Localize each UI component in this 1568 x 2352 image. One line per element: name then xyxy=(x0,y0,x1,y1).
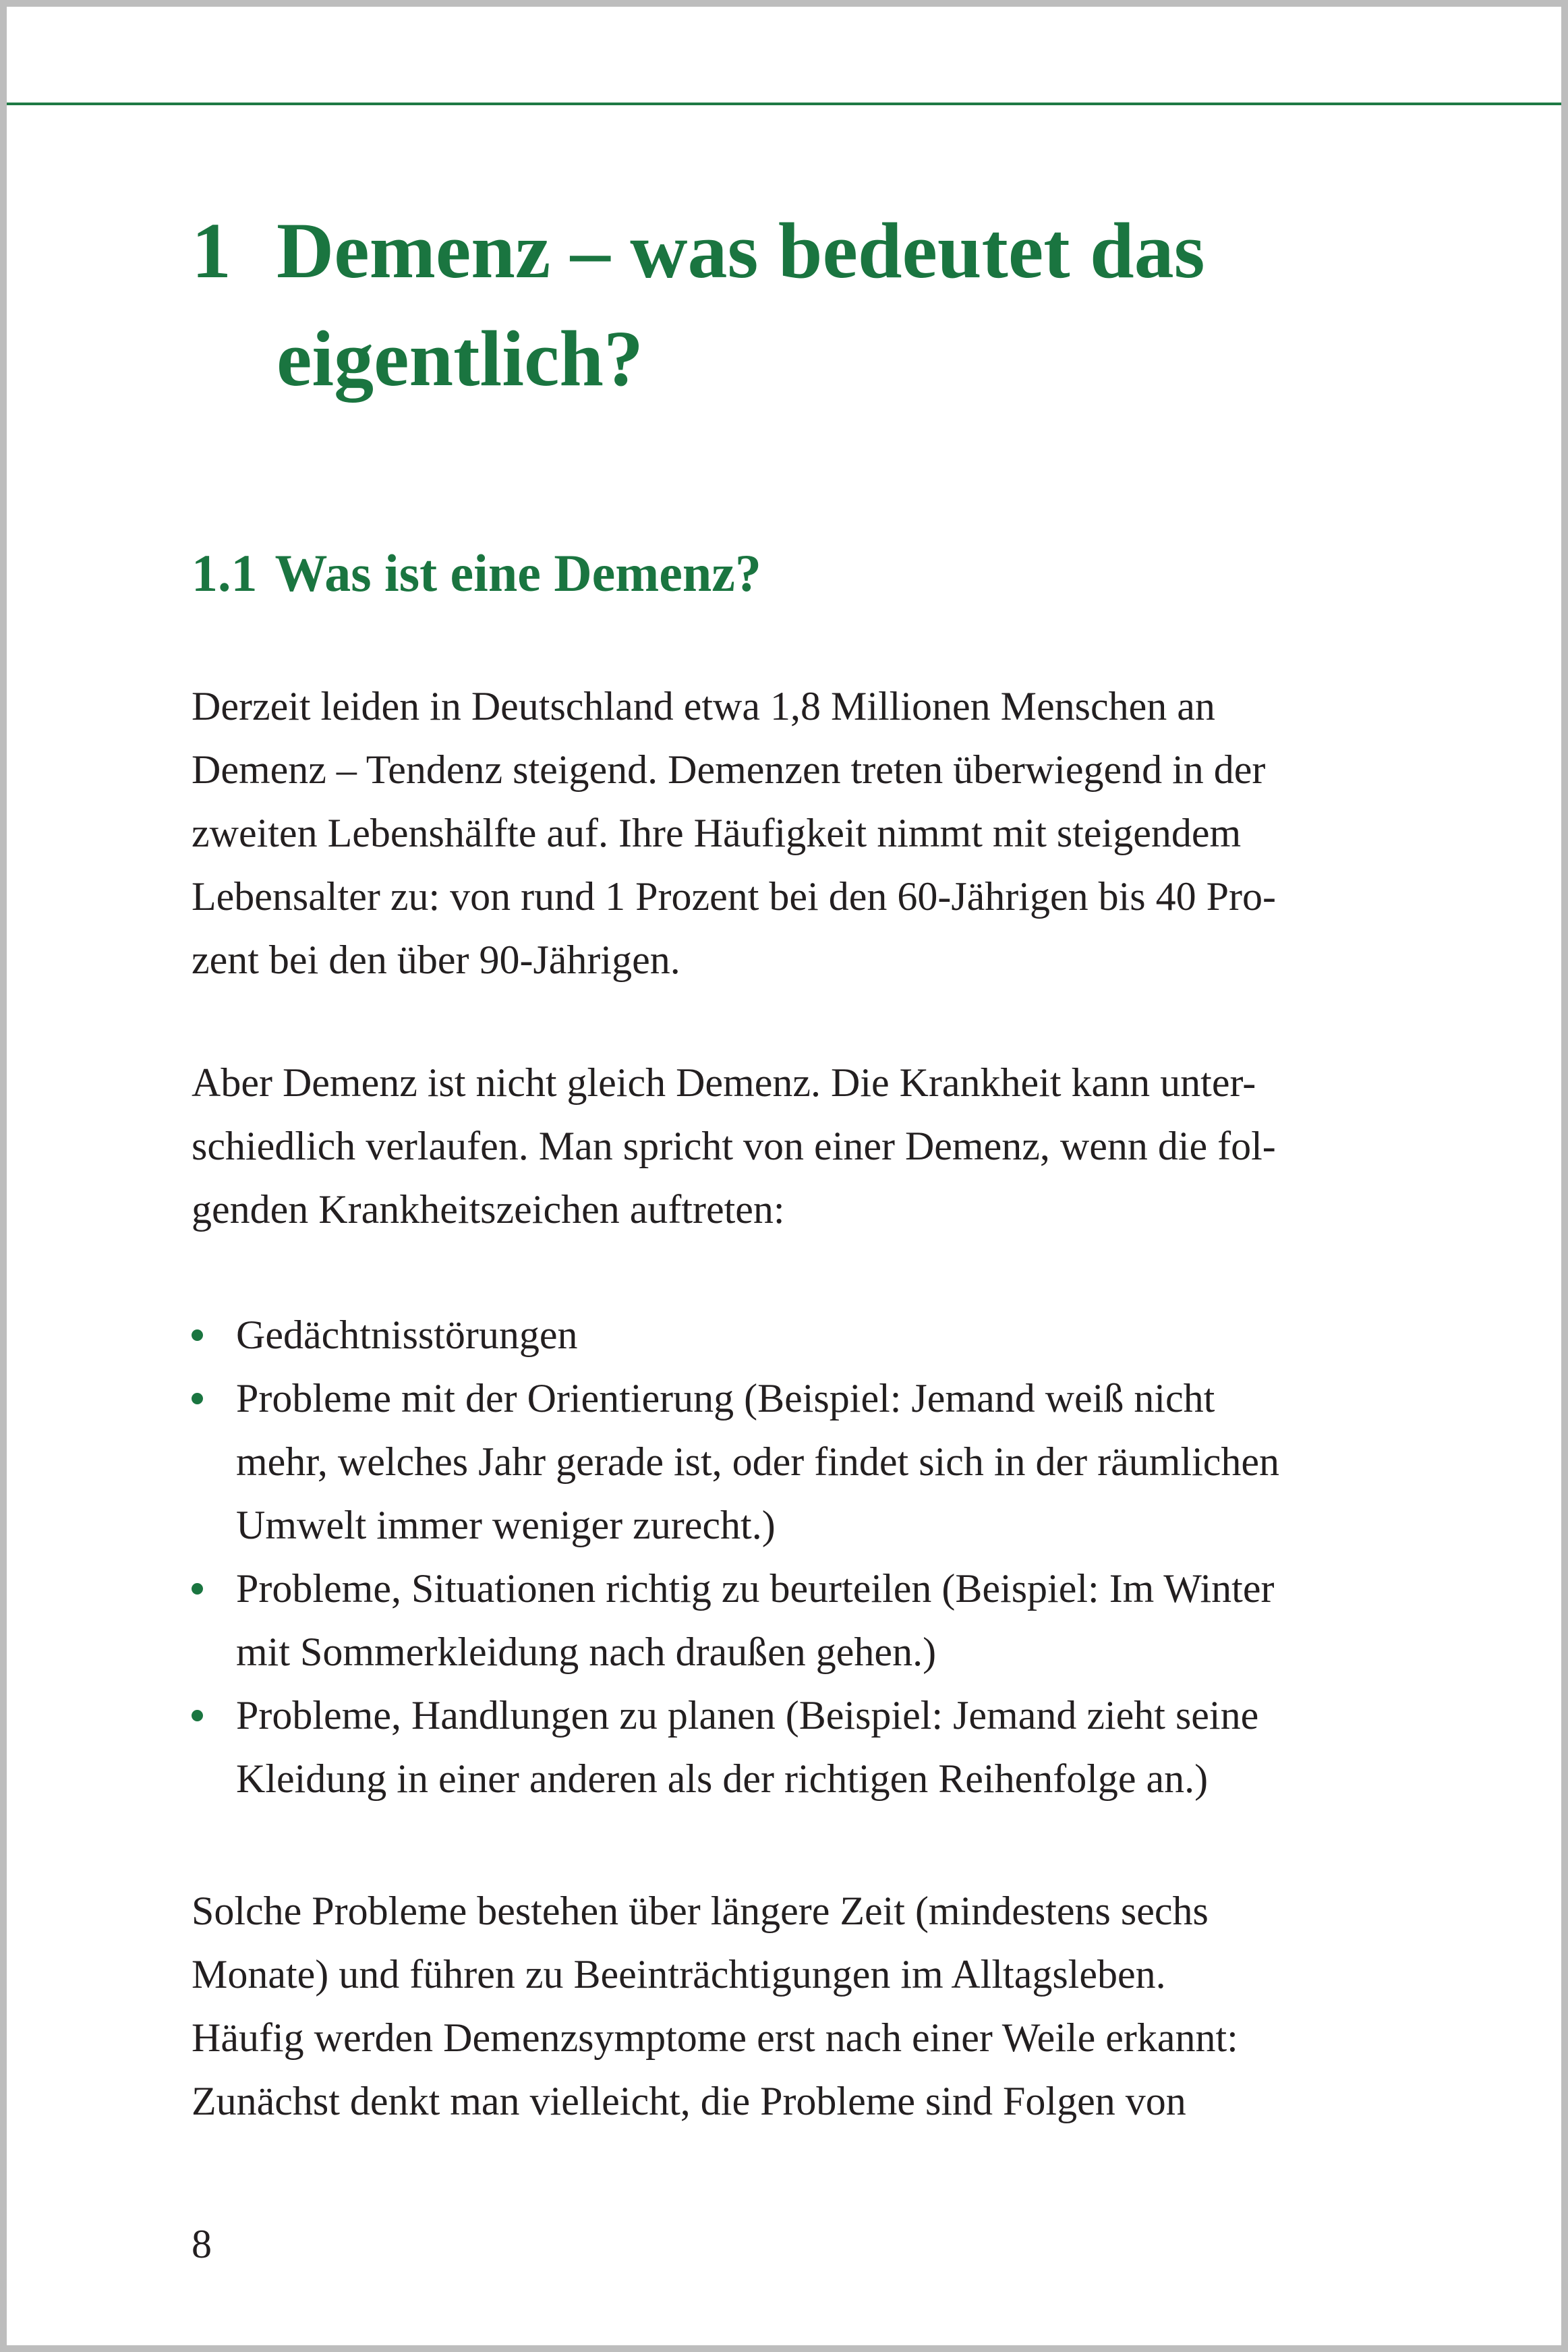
text-line: Probleme, Situationen richtig zu beurteilen (Beispiel: Im Winter xyxy=(236,1566,1275,1611)
text-line: zent bei den über 90-Jährigen. xyxy=(192,938,680,982)
text-line: genden Krankheitszeichen auftreten: xyxy=(192,1187,785,1232)
text-line: Häufig werden Demenzsymptome erst nach einer Weile erkannt: xyxy=(192,2015,1238,2060)
section-title xyxy=(192,540,761,607)
text-line: Lebensalter zu: von rund 1 Prozent bei den 60-Jährigen bis 40 Pro- xyxy=(192,874,1276,919)
chapter-title-text xyxy=(277,197,1466,413)
text-line: Demenz – Tendenz steigend. Demenzen treten überwiegend in der xyxy=(192,747,1266,792)
chapter-title-line: eigentlich? xyxy=(277,314,644,403)
chapter-number: 1 xyxy=(192,206,231,295)
list-item xyxy=(192,1557,1466,1684)
section-title-text: Was ist eine Demenz? xyxy=(274,544,761,602)
text-line: Kleidung in einer anderen als der richtigen Reihenfolge an.) xyxy=(236,1756,1209,1801)
text-line: Monate) und führen zu Beeinträchtigungen im Alltagsleben. xyxy=(192,1952,1166,1997)
document-page xyxy=(7,7,1561,2345)
bullet-icon xyxy=(192,1329,203,1341)
symptom-list xyxy=(192,1303,1466,1810)
text-line: Probleme mit der Orientierung (Beispiel: Jemand weiß nicht xyxy=(236,1376,1215,1421)
text-line: Zunächst denkt man vielleicht, die Probleme sind Folgen von xyxy=(192,2079,1186,2123)
text-line: mit Sommerkleidung nach draußen gehen.) xyxy=(236,1630,937,1674)
section-number: 1.1 xyxy=(192,544,258,602)
bullet-icon xyxy=(192,1393,203,1404)
list-item xyxy=(192,1684,1466,1810)
text-line: Umwelt immer weniger zurecht.) xyxy=(236,1503,776,1547)
text-line: Solche Probleme bestehen über längere Zeit (mindestens sechs xyxy=(192,1889,1209,1933)
paragraph-definition xyxy=(192,1051,1466,1241)
chapter-title-line: Demenz – was bedeutet das xyxy=(277,206,1205,295)
bullet-icon xyxy=(192,1583,203,1595)
text-line: Gedächtnisstörungen xyxy=(236,1313,578,1357)
text-line: schiedlich verlaufen. Man spricht von einer Demenz, wenn die fol- xyxy=(192,1124,1276,1168)
list-item xyxy=(192,1303,1466,1367)
text-line: zweiten Lebenshälfte auf. Ihre Häufigkeit nimmt mit steigendem xyxy=(192,811,1242,855)
text-line: Aber Demenz ist nicht gleich Demenz. Die Krankheit kann unter- xyxy=(192,1060,1256,1105)
list-item xyxy=(192,1367,1466,1557)
bullet-icon xyxy=(192,1710,203,1721)
chapter-title xyxy=(192,197,1466,413)
text-line: mehr, welches Jahr gerade ist, oder findet sich in der räumlichen xyxy=(236,1439,1280,1484)
text-line: Probleme, Handlungen zu planen (Beispiel: Jemand zieht seine xyxy=(236,1693,1259,1738)
paragraph-prevalence xyxy=(192,675,1466,992)
paragraph-duration xyxy=(192,1879,1466,2133)
text-line: Derzeit leiden in Deutschland etwa 1,8 Millionen Menschen an xyxy=(192,684,1215,728)
page-number: 8 xyxy=(192,2222,212,2266)
header-rule xyxy=(7,103,1561,105)
